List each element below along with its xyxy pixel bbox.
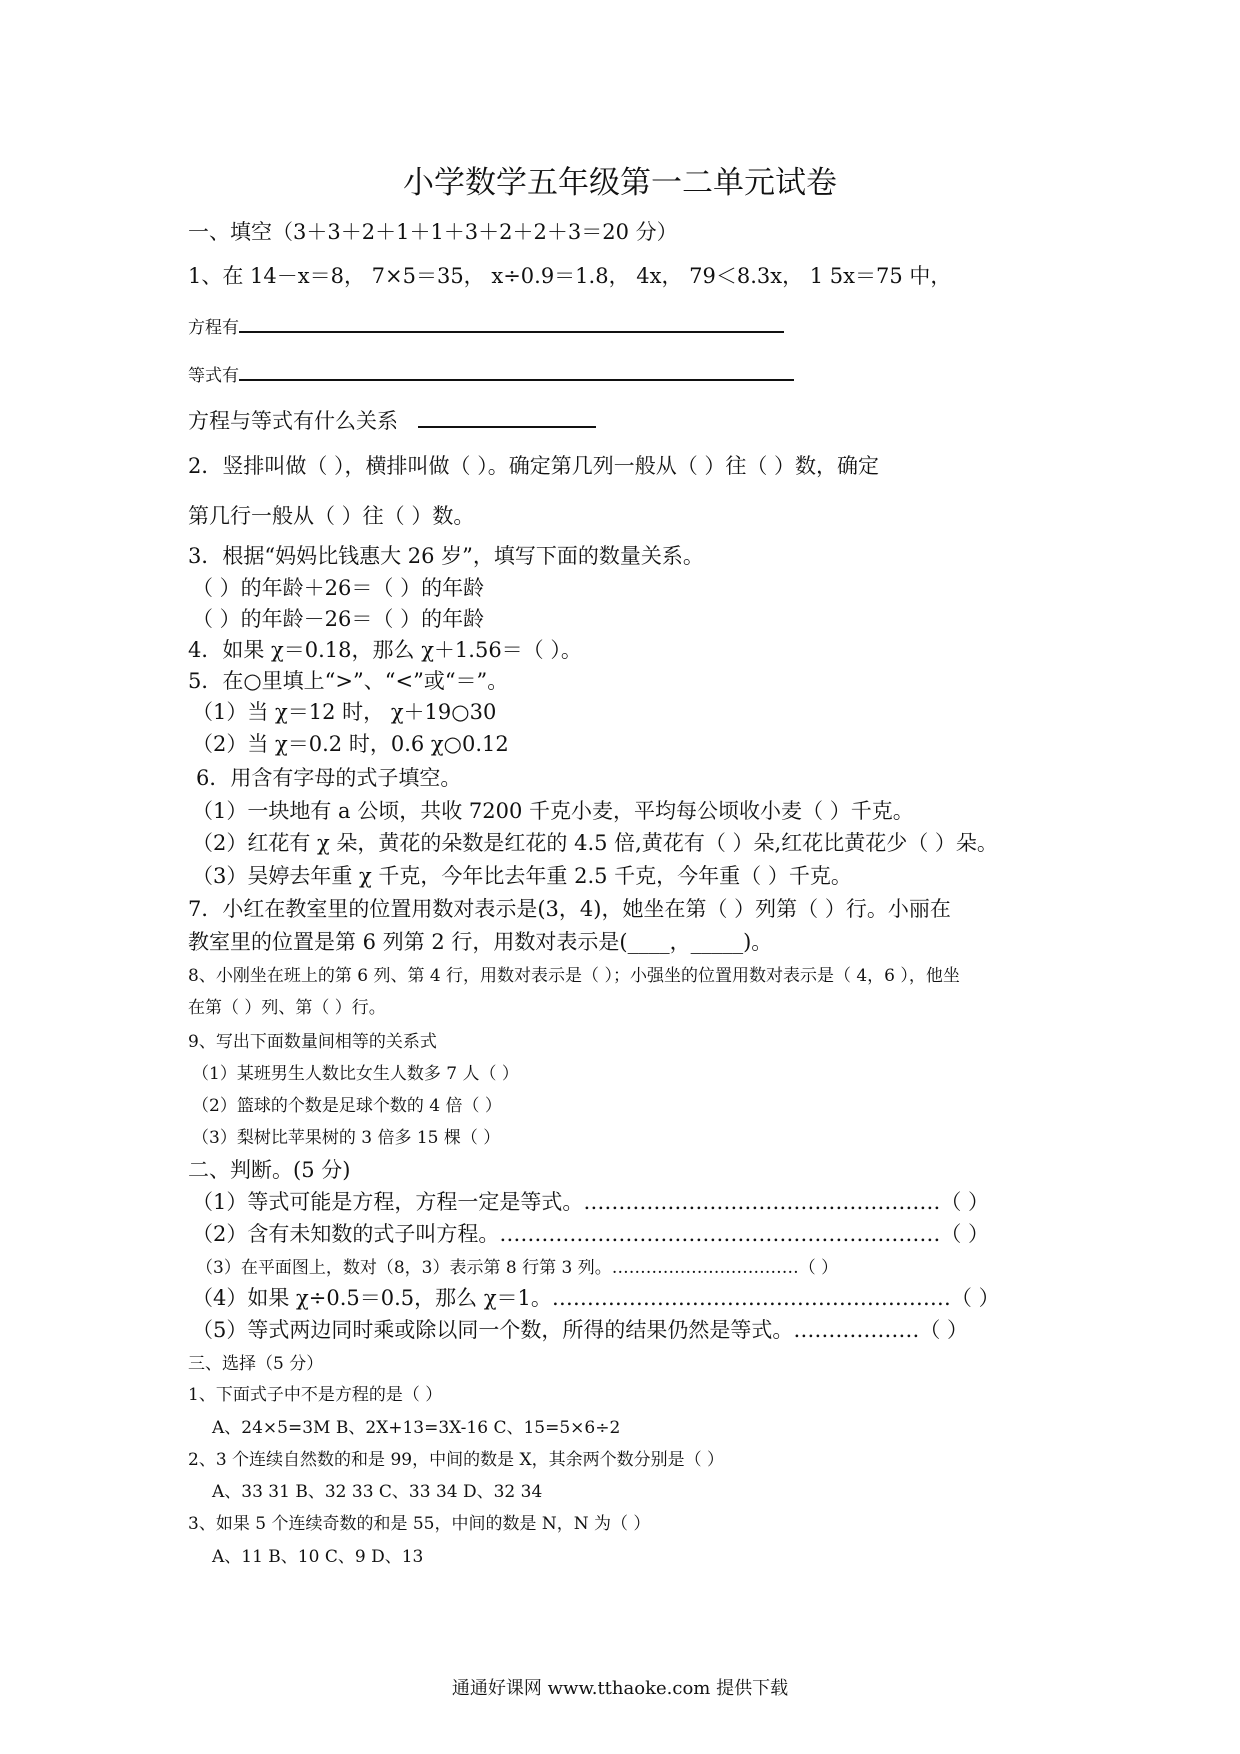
section-3-header: 三、选择（5 分） <box>188 1354 324 1374</box>
footer-credit: 通通好课网 www.tthaoke.com 提供下载 <box>451 1678 789 1699</box>
question-9-2: （2）篮球的个数是足球个数的 4 倍（ ） <box>192 1096 502 1116</box>
question-8-line-a: 8、小刚坐在班上的第 6 列、第 4 行，用数对表示是（ ）；小强坐的位置用数对表示是（ 4，6 ），他坐 <box>188 966 960 986</box>
question-6-1: （1）一块地有 a 公顷，共收 7200 千克小麦，平均每公顷收小麦（ ）千克。 <box>192 799 914 823</box>
question-1: 1、在 14－x＝8， 7×5＝35， x÷0.9＝1.8， 4x， 79＜8.3x， 1 5x＝75 中， <box>188 264 952 288</box>
judge-2: （2）含有未知数的式子叫方程。………………………………………………………（ ） <box>192 1222 990 1246</box>
question-7-line-a: 7．小红在教室里的位置用数对表示是(3，4)，她坐在第（ ）列第（ ）行。小丽在 <box>188 897 951 921</box>
choice-3-options: A、11 B、10 C、9 D、13 <box>212 1547 424 1567</box>
choice-2-options: A、33 31 B、32 33 C、33 34 D、32 34 <box>212 1482 543 1502</box>
question-9-3: （3）梨树比苹果树的 3 倍多 15 棵（ ） <box>192 1128 501 1148</box>
page-title: 小学数学五年级第一二单元试卷 <box>403 165 837 201</box>
question-8-line-b: 在第（ ）列、第（ ）行。 <box>188 998 386 1018</box>
q1-equation-label: 方程有 <box>188 318 239 338</box>
question-6-3: （3）吴婷去年重 χ 千克，今年比去年重 2.5 千克，今年重（ ）千克。 <box>192 864 852 888</box>
q1-equation-blank[interactable] <box>239 311 784 333</box>
question-5-2: （2）当 χ＝0.2 时，0.6 χ○0.12 <box>192 732 509 756</box>
q1-relation-row <box>188 406 596 435</box>
q1-relation-blank[interactable] <box>418 406 596 428</box>
choice-1: 1、下面式子中不是方程的是（ ） <box>188 1385 443 1405</box>
judge-1: （1）等式可能是方程，方程一定是等式。……………………………………………（ ） <box>192 1190 990 1214</box>
judge-4: （4）如果 χ÷0.5＝0.5，那么 χ＝1。…………………………………………………（ ） <box>192 1286 1000 1310</box>
choice-3: 3、如果 5 个连续奇数的和是 55，中间的数是 N，N 为（ ） <box>188 1514 651 1534</box>
judge-3: （3）在平面图上，数对（8，3）表示第 8 行第 3 列。……………………………（ ） <box>196 1258 839 1278</box>
question-3-b: （ ）的年龄－26＝（ ）的年龄 <box>192 607 485 631</box>
q1-identity-blank[interactable] <box>239 359 794 381</box>
choice-1-options: A、24×5=3M B、2X+13=3X-16 C、15=5×6÷2 <box>212 1418 621 1438</box>
q1-relation-label: 方程与等式有什么关系 <box>188 409 398 433</box>
q1-equation-row <box>188 311 784 342</box>
question-2-line-a: 2．竖排叫做（ ），横排叫做（ ）。确定第几列一般从（ ）往（ ）数，确定 <box>188 454 880 478</box>
question-6-2: （2）红花有 χ 朵，黄花的朵数是红花的 4.5 倍,黄花有（ ）朵,红花比黄花少（ ）朵。 <box>192 831 998 855</box>
question-7-line-b: 教室里的位置是第 6 列第 2 行，用数对表示是(____，_____)。 <box>188 930 773 954</box>
question-5: 5．在○里填上“>”、“<”或“＝”。 <box>188 669 509 693</box>
choice-2: 2、3 个连续自然数的和是 99，中间的数是 X，其余两个数分别是（ ） <box>188 1450 724 1470</box>
question-4: 4．如果 χ＝0.18，那么 χ＋1.56＝（ ）。 <box>188 638 582 662</box>
q1-identity-row <box>188 359 794 390</box>
question-3-a: （ ）的年龄＋26＝（ ）的年龄 <box>192 576 485 600</box>
question-3: 3．根据“妈妈比钱惠大 26 岁”，填写下面的数量关系。 <box>188 544 704 568</box>
q1-identity-label: 等式有 <box>188 366 239 386</box>
question-9: 9、写出下面数量间相等的关系式 <box>188 1032 437 1052</box>
question-6: 6．用含有字母的式子填空。 <box>196 766 462 790</box>
question-2-line-b: 第几行一般从（ ）往（ ）数。 <box>188 504 475 528</box>
judge-5: （5）等式两边同时乘或除以同一个数，所得的结果仍然是等式。………………（ ） <box>192 1318 969 1342</box>
section-1-header: 一、填空（3＋3＋2＋1＋1＋3＋2＋2＋3＝20 分） <box>188 220 678 244</box>
question-5-1: （1）当 χ＝12 时， χ＋19○30 <box>192 700 497 724</box>
section-2-header: 二、判断。(5 分) <box>188 1158 351 1182</box>
question-9-1: （1）某班男生人数比女生人数多 7 人（ ） <box>192 1064 519 1084</box>
